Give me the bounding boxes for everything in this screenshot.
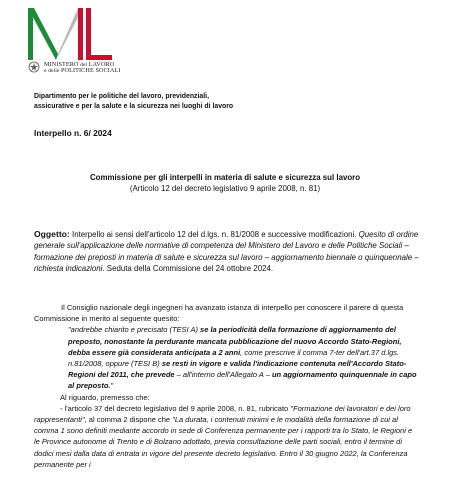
commission-subtitle: (Articolo 12 del decreto legislativo 9 aprile 2008, n. 81)	[129, 184, 321, 194]
quoted-question	[68, 324, 420, 391]
logo-m-right-stroke	[78, 8, 83, 60]
body-paragraph-2: Al riguardo, premesso che:	[60, 392, 150, 402]
department-heading	[34, 92, 424, 113]
quote-part-f: un aggiornamento quinquennale in capo al preposto.	[68, 370, 417, 391]
subject-paragraph	[34, 229, 420, 275]
commission-heading	[34, 172, 416, 194]
quote-part-d: se resti in vigore e valida l'indicazione contenuta nell'Accordo Stato-Regioni del 2011, che prevede	[68, 359, 407, 380]
ministry-logo	[28, 8, 112, 60]
ministry-name	[44, 62, 121, 75]
p3-part-a: - l'articolo 37 del decreto legislativo del 9 aprile 2008, n. 81, rubricato	[60, 403, 291, 413]
p3-part-d: "La durata, i contenuti minimi e le modalità della formazione di cui al comma 1 sono definiti mediante accordo in sede di Conferenza permanente per i rapporti tra lo Stato, le Regioni e le Province autonome di Trento e di Bolzano adottato, previa consultazione delle parti sociali, entro il termine di dodici mesi dalla data di entrata in vigore del presente decreto legislativo. Entro il 30 giugno 2022, la Conferenza permanente per i	[34, 415, 413, 469]
subject-text-1: Interpello ai sensi dell'articolo 12 del d.lgs. n. 81/2008 e successive modificazioni.	[69, 230, 359, 239]
italian-emblem-icon	[28, 61, 40, 73]
quote-part-g: "	[110, 381, 114, 391]
document-body	[34, 302, 420, 470]
interpello-number: Interpello n. 6/ 2024	[34, 128, 112, 138]
body-paragraph-1: Il Consiglio nazionale degli ingegneri ha avanzato istanza di interpello per conoscere il parere di questa Commissione in merito al seguente quesito:	[34, 303, 404, 324]
quote-part-b: se la periodicità della formazione di aggiornamento del preposto, nonostante la perdurante mancata pubblicazione del nuovo Accordo Stato-Regioni, debba essere già considerata anticipata a 2 anni	[68, 325, 402, 357]
department-line-2: assicurative e per la salute e la sicurezza nei luoghi di lavoro	[34, 103, 234, 111]
subject-text-italic: Quesito di ordine generale sull'applicazione delle normative di competenza del Ministero del Lavoro e delle Politiche Sociali – formazione dei preposti in materia di salute e sicurezza sul lavoro – aggiornamento biennale o quinquennale – richiesta indicazioni	[34, 230, 419, 274]
ministry-word: MINISTERO	[44, 61, 79, 68]
ministry-del: del	[80, 62, 88, 68]
logo-l-foot	[86, 55, 112, 60]
commission-title: Commissione per gli interpelli in materia di salute e sicurezza sul lavoro	[89, 173, 361, 182]
quote-part-e: – all'interno dell'Allegato A –	[174, 370, 272, 380]
logo-l-stem	[86, 8, 91, 60]
ministry-lavoro: LAVORO	[88, 61, 115, 68]
body-paragraph-3	[34, 403, 420, 470]
ministry-politiche: POLITICHE SOCIALI	[60, 67, 121, 75]
p3-part-b: "Formazione dei lavoratori e dei loro rappresentanti"	[34, 403, 411, 425]
ministry-edelle: e delle	[44, 68, 60, 75]
subject-text-3: . Seduta della Commissione del 24 ottobre 2024.	[102, 264, 274, 274]
p3-part-c: , al comma 2 dispone che	[84, 415, 173, 425]
quote-part-c: , come prescrive il comma 7-ter dell'art.37 d.lgs. n.81/2008, oppure (TESI B)	[68, 347, 400, 369]
department-line-1: Dipartimento per le politiche del lavoro, previdenziali,	[34, 93, 209, 100]
subject-label: Oggetto:	[34, 229, 70, 239]
quote-part-a: "andrebbe chiarito e precisato (TESI A)	[68, 325, 201, 335]
